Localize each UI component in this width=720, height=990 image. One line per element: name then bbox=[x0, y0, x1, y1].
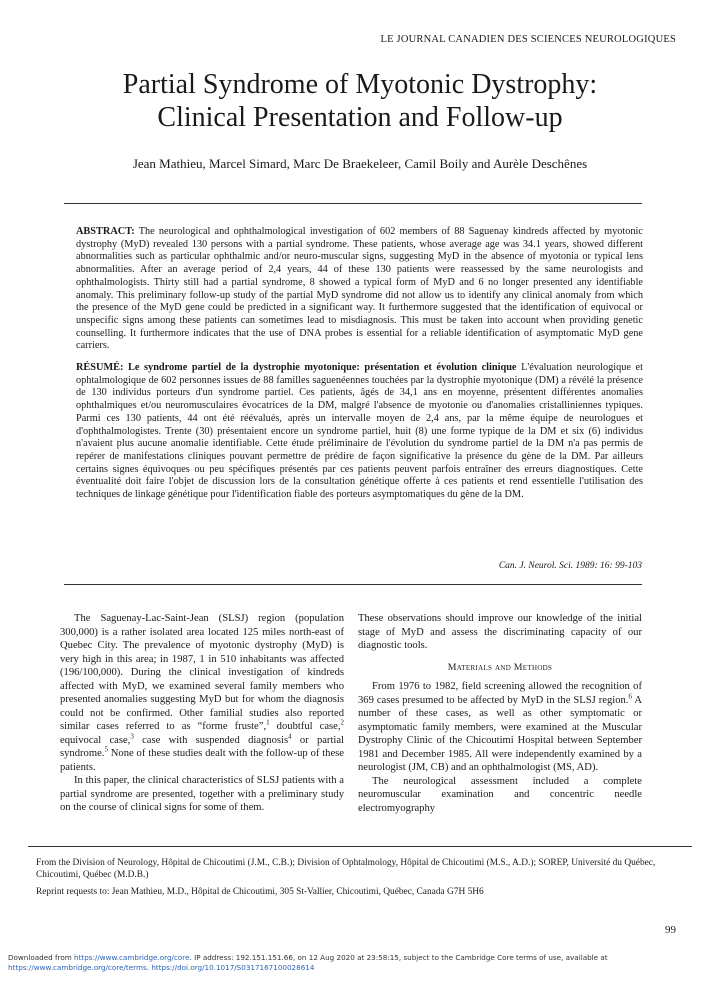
title-line-2: Clinical Presentation and Follow-up bbox=[157, 102, 563, 133]
doi-link[interactable]: https://doi.org/10.1017/S0317167100028614 bbox=[151, 963, 315, 972]
body-column-left bbox=[60, 612, 344, 815]
ref-6: 6 bbox=[628, 691, 632, 700]
body-column-right bbox=[358, 612, 642, 815]
intro-paragraph-1: The Saguenay-Lac-Saint-Jean (SLSJ) region (population 300,000) is a rather isolated area located 125 miles north-east of Quebec City. The prevalence of myotonic dystrophy (MyD) is very high in this area; in 1987, 1 in 510 inhabitants was affected (196/100,000). During the clinical investigation of kindreds affected with MyD, we examined several family members who presented anomalies suggesting MyD but for whom the diagnosis could not be confirmed. Other familial studies also reported similar cases referred to as “forme fruste”,$^1$ doubtful case,$^2$ equivocal case,$^3$ case with suspended diagnosis$^4$ or partial syndrome.$^5$ None of these studies dealt with the follow-up of these patients. bbox=[60, 613, 344, 773]
journal-header: LE JOURNAL CANADIEN DES SCIENCES NEUROLOGIQUES bbox=[380, 34, 676, 45]
methods-paragraph-2: The neurological assessment included a complete neuromuscular examination and concentric needle electromyography bbox=[358, 775, 642, 814]
intro-paragraph-3: These observations should improve our knowledge of the initial stage of MyD and assess the discriminating capacity of our diagnostic tools. bbox=[358, 613, 642, 651]
download-notice: Downloaded from https://www.cambridge.org/core. IP address: 192.151.151.66, on 12 Aug 2020 at 23:58:15, subject to the Cambridge Core terms of use, available at https://www.cambridge.org/core/terms. https://doi.org/10.1017/S0317167100028614 bbox=[8, 953, 608, 972]
page-number: 99 bbox=[665, 924, 676, 936]
resume-label: RÉSUMÉ: Le syndrome partiel de la dystrophie myotonique: présentation et évolution clinique bbox=[76, 362, 517, 374]
ref-4: 4 bbox=[288, 731, 292, 740]
abstract-fr bbox=[76, 362, 643, 502]
ref-3: 3 bbox=[130, 731, 134, 740]
author-list: Jean Mathieu, Marcel Simard, Marc De Braekeleer, Camil Boily and Aurèle Deschênes bbox=[132, 156, 588, 171]
ref-5: 5 bbox=[104, 745, 108, 754]
footnote-divider bbox=[28, 846, 692, 847]
footnotes bbox=[36, 858, 686, 903]
abstract-en bbox=[76, 226, 643, 353]
affiliation-note: From the Division of Neurology, Hôpital de Chicoutimi (J.M., C.B.); Division of Ophtalmology, Hôpital de Chicoutimi (M.S., A.D.); SOREP, Université du Québec, Chicoutimi, Québec (M.D.B.) bbox=[36, 858, 656, 880]
section-heading-methods: Materials and Methods bbox=[447, 661, 553, 673]
abstract-bottom-divider bbox=[64, 584, 642, 585]
methods-paragraph-1: From 1976 to 1982, field screening allowed the recognition of 369 cases presumed to be affected by MyD in the SLSJ region.$^6$ A number of these cases, as well as other symptomatic or asymptomatic family members, were examined at the Muscular Dystrophy Clinic of the Chicoutimi Hospital between September 1981 and December 1985. All were independently examined by a neurologist (JM, CB) and an ophthalmologist (MS, AD). bbox=[358, 681, 642, 773]
ref-2: 2 bbox=[340, 718, 344, 727]
article-title bbox=[40, 68, 680, 134]
abstract-label: ABSTRACT: bbox=[76, 226, 135, 237]
title-line-1: Partial Syndrome of Myotonic Dystrophy: bbox=[122, 69, 598, 100]
top-divider bbox=[64, 203, 642, 204]
reprint-note: Reprint requests to: Jean Mathieu, M.D., Hôpital de Chicoutimi, 305 St-Vallier, Chicoutimi, Québec, Canada G7H 5H6 bbox=[36, 886, 484, 897]
cambridge-core-link[interactable]: https://www.cambridge.org/core bbox=[74, 953, 190, 962]
terms-link[interactable]: https://www.cambridge.org/core/terms bbox=[8, 963, 147, 972]
abstract-block bbox=[76, 226, 643, 511]
citation: Can. J. Neurol. Sci. 1989: 16: 99-103 bbox=[498, 561, 642, 571]
ref-1: 1 bbox=[266, 718, 270, 727]
abstract-text: The neurological and ophthalmological investigation of 602 members of 88 Saguenay kindreds affected by myotonic dystrophy (MyD) revealed 130 persons with a partial syndrome. These patients, whose average age was 34.1 years, showed different abnormalities such as particular ophthalmic and/or neuro-muscular signs, suggesting MyD in the absence of myotonia or typical lens abnormalities. After an average period of 2,4 years, 44 of these 130 patients were reassessed by the same neurologists and ophthalmologists. Thirty still had a partial syndrome, 8 showed a typical form of MyD and 6 no longer presented any identifiable anomaly. This preliminary follow-up study of the partial MyD syndrome did not allow us to identify any clinical anomaly from which the presence of the MyD gene could be predicted in a significant way. It furthermore suggested that the identification of equivocal or unspecific signs among these patients can sometimes lead to misdiagnosis. This must be taken into account when providing genetic counselling. It furthermore indicates that the use of DNA probes is essential for a reliable identification of asymptomatic MyD gene carriers. bbox=[76, 226, 643, 352]
resume-text: L'évaluation neurologique et ophtalmologique de 602 personnes issues de 88 familles saguenéennes touchées par la dystrophie myotonique (DM) a révélé la présence de 130 individus porteurs d'un syndrome partiel. Ces patients, âgés de 34,1 ans en moyenne, présentent différentes anomalies ophthalmiques et/ou neuromusculaires évocatrices de la DM, malgré l'absence de myotonie ou d'anomalies cristalliniennes typiques. Parmi ces 130 patients, 44 ont été réévalués, après un intervalle moyen de 2,4 ans, par la même équipe de neurologues et d'ophthalmologistes. Trente (30) présentaient encore un syndrome partiel, huit (8) une forme typique de la DM et six (6) individus n'avaient plus aucune anomalie identifiable. Cette étude préliminaire de l'évolution du syndrome partiel de la DM n'a pas permis de repérer de manifestations cliniques pouvant permettre de prédire de façon significative la présence du gène de la DM. Par ailleurs certains signes équivoques ou peu spécifiques présentés par ces patients peuvent parfois entraîner des erreurs diagnostiques. Cette éventualité doit faire l'objet de discussion lors de la consultation génétique offerte à ces patients et rend essentielle l'utilisation des techniques de linkage génétique pour l'identification fiable des porteurs asymptomatiques du gène de la DM. bbox=[76, 362, 643, 501]
intro-paragraph-2: In this paper, the clinical characteristics of SLSJ patients with a partial syndrome are presented, together with a preliminary study on the course of clinical signs for some of them. bbox=[60, 775, 344, 813]
